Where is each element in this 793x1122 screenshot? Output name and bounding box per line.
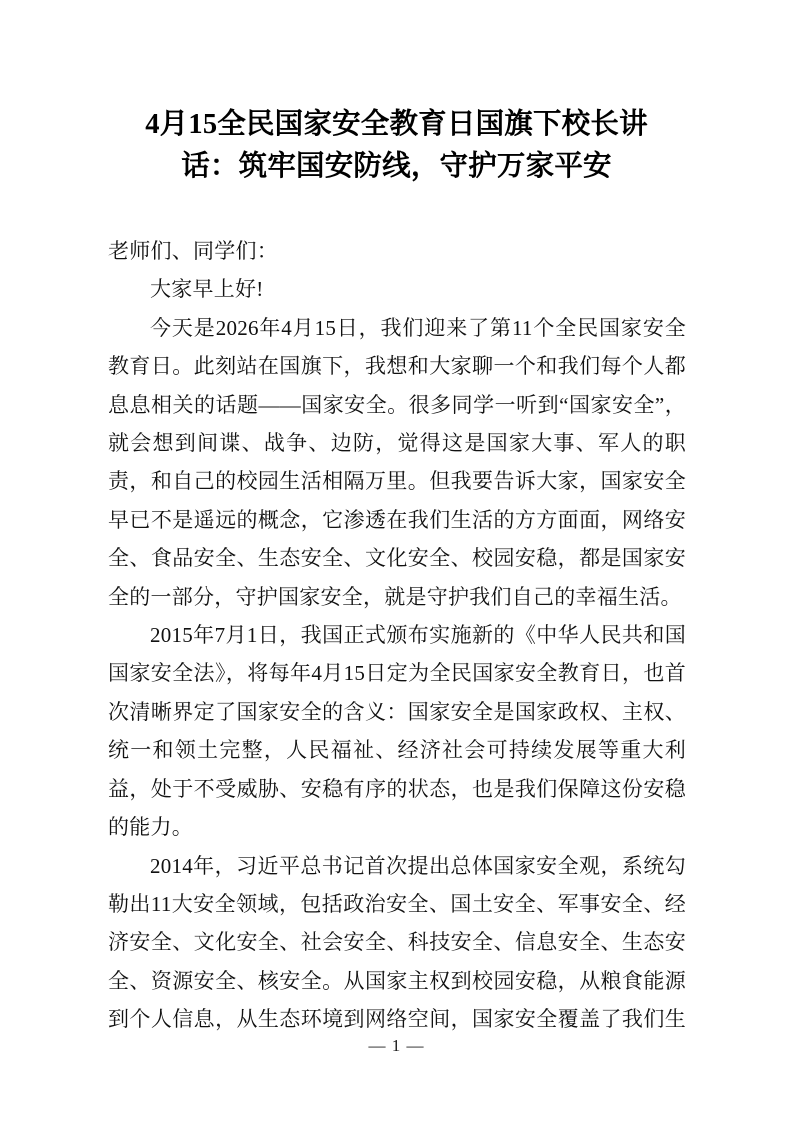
page-title-line-1: 4月15全民国家安全教育日国旗下校长讲 <box>145 109 648 140</box>
document-body <box>108 232 686 1039</box>
greeting: 大家早上好! <box>150 277 264 302</box>
body-paragraph-1: 今天是2026年4月15日，我们迎来了第11个全民国家安全教育日。此刻站在国旗下，我想和大家聊一个和我们每个人都息息相关的话题——国家安全。很多同学一听到“国家安全”，就会想到间谍、战争、边防，觉得这是国家大事、军人的职责，和自己的校园生活相隔万里。但我要告诉大家，国家安全早已不是遥远的概念，它渗透在我们生活的方方面面，网络安全、食品安全、生态安全、文化安全、校园安稳，都是国家安全的一部分，守护国家安全，就是守护我们自己的幸福生活。 <box>108 315 686 609</box>
salutation: 老师们、同学们： <box>108 239 278 263</box>
body-paragraph-2: 2015年7月1日，我国正式颁布实施新的《中华人民共和国国家安全法》，将每年4月15日定为全民国家安全教育日，也首次清晰界定了国家安全的含义：国家安全是国家政权、主权、统一和领土完整，人民福祉、经济社会可持续发展等重大利益，处于不受威胁、安稳有序的状态，也是我们保障这份安稳的能力。 <box>108 623 686 840</box>
page-title-line-2: 话：筑牢国安防线，守护万家平安 <box>181 151 612 182</box>
page-title <box>104 104 689 188</box>
page-number-footer: — 1 — <box>368 1036 425 1055</box>
body-paragraph-3: 2014年，习近平总书记首次提出总体国家安全观，系统勾勒出11大安全领域，包括政治安全、国土安全、军事安全、经济安全、文化安全、社会安全、科技安全、信息安全、生态安全、资源安全、核安全。从国家主权到校园安稳，从粮食能源到个人信息，从生态环境到网络空间，国家安全覆盖了我们生 <box>108 853 686 1032</box>
